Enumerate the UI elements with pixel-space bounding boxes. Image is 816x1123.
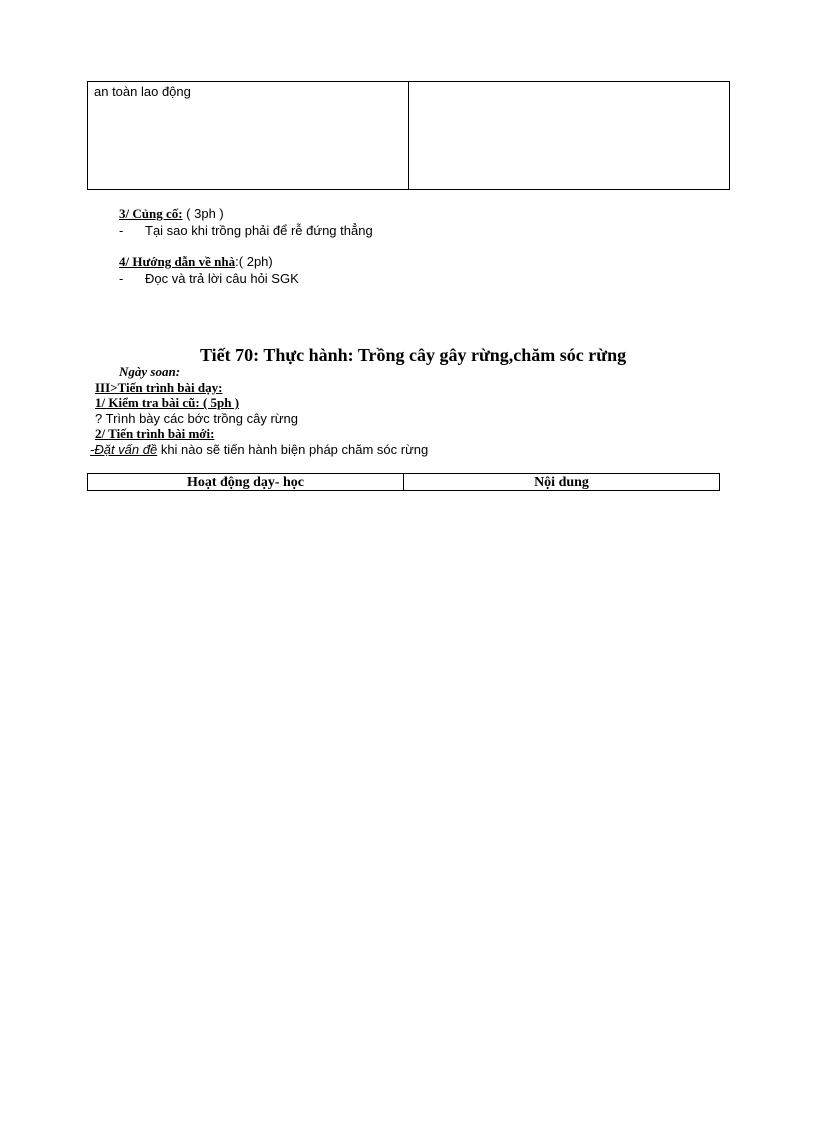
consolidation-heading: 3/ Củng cố: <box>119 206 183 221</box>
homework-heading-line <box>119 254 273 270</box>
column-header-content: Nội dung <box>534 475 589 490</box>
intro-line <box>90 442 428 457</box>
homework-item <box>119 271 299 286</box>
intro-text: khi nào sẽ tiến hành biện pháp chăm sóc rừng <box>157 442 429 457</box>
bottom-table-header <box>87 473 720 491</box>
bullet-dash: - <box>119 271 124 286</box>
homework-heading: 4/ Hướng dẫn về nhà <box>119 254 236 269</box>
new-lesson-heading: 2/ Tiến trình bài mới: <box>95 426 215 441</box>
review-question: ? Trình bày các bớc trồng cây rừng <box>95 411 298 426</box>
top-table-left-cell: an toàn lao động <box>94 84 191 99</box>
consolidation-item <box>119 223 373 238</box>
homework-item-text: Đọc và trả lời câu hỏi SGK <box>145 271 299 286</box>
review-heading: 1/ Kiểm tra bài cũ: ( 5ph ) <box>95 395 240 410</box>
top-table <box>87 81 730 190</box>
intro-label: -Đặt vấn đề <box>90 442 158 457</box>
consolidation-duration: ( 3ph ) <box>182 206 224 221</box>
bullet-dash: - <box>119 223 124 238</box>
homework-duration: :( 2ph) <box>235 254 273 269</box>
column-header-activities: Hoạt động dạy- học <box>186 475 305 490</box>
section-3-heading: III>Tiến trình bài dạy: <box>95 380 223 395</box>
lesson-title: Tiết 70: Thực hành: Trồng cây gây rừng,chăm sóc rừng <box>200 345 627 365</box>
table-divider <box>408 82 409 189</box>
consolidation-heading-line <box>119 206 224 222</box>
consolidation-item-text: Tại sao khi trồng phải để rễ đứng thẳng <box>145 223 373 238</box>
prep-date: Ngày soan: <box>119 364 181 379</box>
